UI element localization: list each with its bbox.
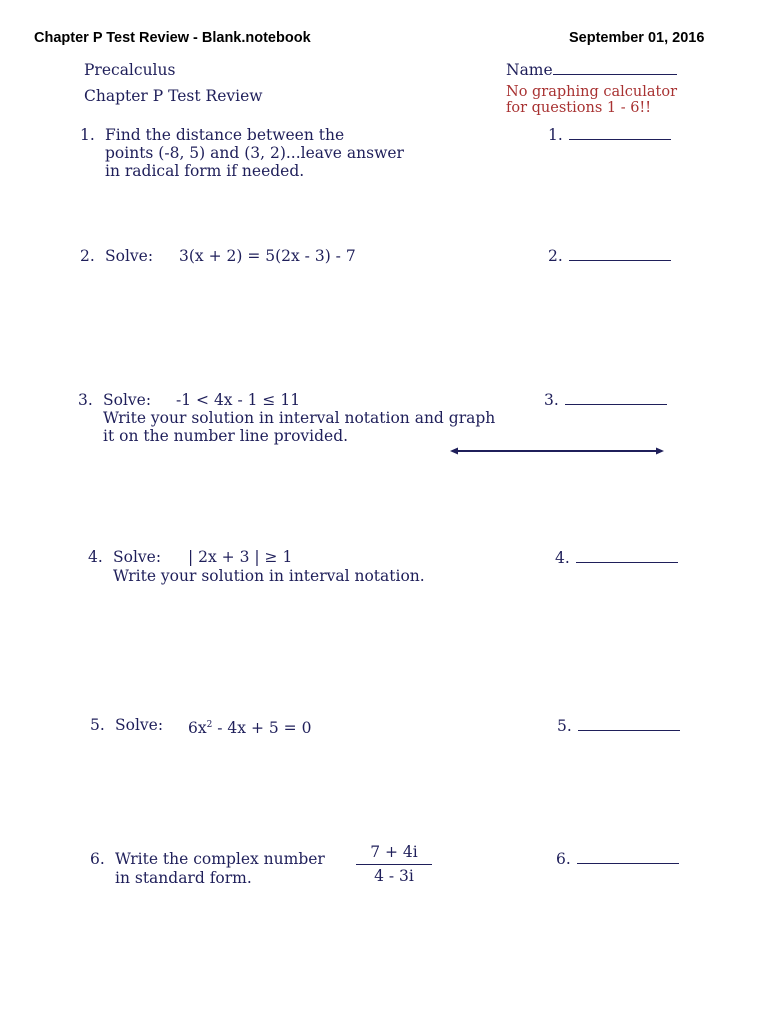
question-1-line-1: Find the distance between the bbox=[105, 126, 345, 144]
question-6-number: 6. bbox=[90, 850, 105, 868]
question-4-line-1: Write your solution in interval notation. bbox=[113, 567, 425, 585]
question-5-number: 5. bbox=[90, 716, 105, 734]
answer-4[interactable] bbox=[555, 549, 678, 567]
question-3-line-1: Write your solution in interval notation and graph bbox=[103, 409, 496, 427]
number-line[interactable] bbox=[450, 444, 664, 458]
answer-1[interactable] bbox=[548, 126, 671, 144]
answer-6-blank[interactable] bbox=[577, 852, 679, 864]
question-5-prefix: Solve: bbox=[115, 716, 164, 734]
question-1-number: 1. bbox=[80, 126, 95, 144]
question-3-line-2: it on the number line provided. bbox=[103, 427, 349, 445]
calculator-note-line-2: for questions 1 - 6!! bbox=[506, 100, 652, 116]
name-label: Name bbox=[506, 61, 553, 79]
answer-4-label: 4. bbox=[555, 549, 570, 567]
question-4-inequality: | 2x + 3 | ≥ 1 bbox=[188, 548, 293, 566]
question-6-line-2: in standard form. bbox=[115, 869, 252, 887]
fraction-denominator: 4 - 3i bbox=[374, 867, 414, 885]
question-5-term: 6x bbox=[188, 719, 207, 737]
question-1-line-3: in radical form if needed. bbox=[105, 162, 305, 180]
document-date: September 01, 2016 bbox=[569, 30, 705, 46]
answer-3-blank[interactable] bbox=[565, 393, 667, 405]
question-5-rest: - 4x + 5 = 0 bbox=[212, 719, 312, 737]
document-title: Chapter P Test Review - Blank.notebook bbox=[34, 30, 311, 46]
answer-5[interactable] bbox=[557, 717, 680, 735]
answer-2[interactable] bbox=[548, 247, 671, 265]
question-2-number: 2. bbox=[80, 247, 95, 265]
question-2-prefix: Solve: bbox=[105, 247, 154, 265]
answer-6[interactable] bbox=[556, 850, 679, 868]
name-blank[interactable] bbox=[553, 63, 677, 75]
question-4-prefix: Solve: bbox=[113, 548, 162, 566]
question-1-line-2: points (-8, 5) and (3, 2)...leave answer bbox=[105, 144, 404, 162]
fraction-numerator: 7 + 4i bbox=[370, 843, 418, 861]
answer-3-label: 3. bbox=[544, 391, 559, 409]
answer-5-blank[interactable] bbox=[578, 719, 680, 731]
complex-fraction bbox=[356, 843, 432, 885]
question-5-exponent: 2 bbox=[206, 720, 213, 730]
question-3-prefix: Solve: bbox=[103, 391, 152, 409]
question-4-number: 4. bbox=[88, 548, 103, 566]
answer-2-blank[interactable] bbox=[569, 249, 671, 261]
answer-3[interactable] bbox=[544, 391, 667, 409]
question-6-line-1: Write the complex number bbox=[115, 850, 325, 868]
fraction-bar bbox=[356, 864, 432, 865]
question-3-number: 3. bbox=[78, 391, 93, 409]
answer-2-label: 2. bbox=[548, 247, 563, 265]
name-field[interactable] bbox=[506, 61, 677, 79]
number-line-left-arrow-icon bbox=[450, 448, 458, 455]
course-name: Precalculus bbox=[84, 61, 176, 79]
answer-4-blank[interactable] bbox=[576, 551, 678, 563]
answer-6-label: 6. bbox=[556, 850, 571, 868]
question-5-equation bbox=[188, 716, 311, 737]
answer-1-label: 1. bbox=[548, 126, 563, 144]
number-line-right-arrow-icon bbox=[656, 448, 664, 455]
answer-5-label: 5. bbox=[557, 717, 572, 735]
page-title: Chapter P Test Review bbox=[84, 87, 263, 105]
answer-1-blank[interactable] bbox=[569, 128, 671, 140]
question-3-inequality: -1 < 4x - 1 ≤ 11 bbox=[176, 391, 301, 409]
question-2-equation: 3(x + 2) = 5(2x - 3) - 7 bbox=[179, 247, 356, 265]
calculator-note-line-1: No graphing calculator bbox=[506, 84, 678, 100]
